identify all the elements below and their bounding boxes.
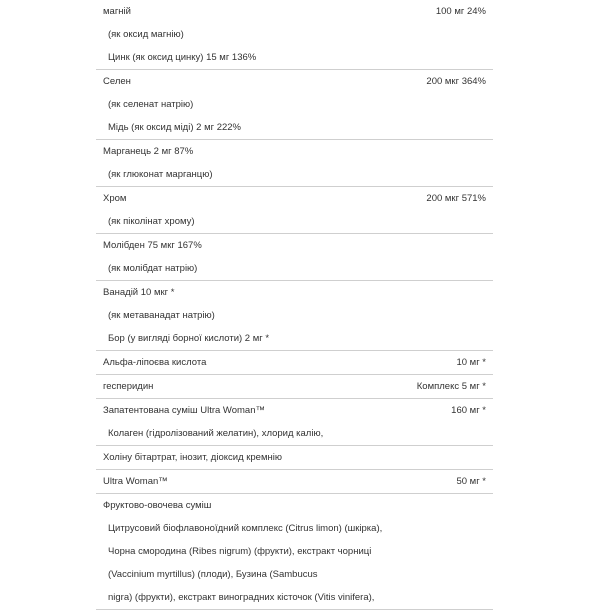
table-row (96, 187, 493, 234)
row-line (96, 494, 493, 517)
row-line (96, 563, 493, 586)
row-line (96, 93, 493, 116)
row-line (96, 470, 493, 493)
row-line (96, 140, 493, 163)
ingredient-label: nigra) (фрукти), екстракт виноградних кісточок (Vitis vinifera), (108, 592, 375, 603)
ingredient-label: Молібден 75 мкг 167% (103, 240, 202, 251)
row-line (96, 351, 493, 374)
row-line (96, 187, 493, 210)
table-row (96, 375, 493, 399)
ingredient-label: Фруктово-овочева суміш (103, 500, 212, 511)
ingredient-label: Цитрусовий біофлавоноїдний комплекс (Citrus limon) (шкірка), (108, 523, 383, 534)
ingredient-label: магній (103, 6, 131, 17)
row-line (96, 375, 493, 398)
ingredient-label: Хром (103, 193, 127, 204)
ingredient-label: Холіну бітартрат, інозит, діоксид кремнію (103, 452, 282, 463)
amount-value: Комплекс 5 мг * (416, 381, 486, 392)
ingredient-label: Бор (у вигляді борної кислоти) 2 мг * (108, 333, 270, 344)
row-line (96, 70, 493, 93)
ingredient-label: (як піколінат хрому) (108, 216, 195, 227)
supplement-facts-table (96, 0, 493, 610)
row-line (96, 0, 493, 23)
row-line (96, 257, 493, 280)
table-row (96, 281, 493, 351)
ingredient-label: Чорна смородина (Ribes nigrum) (фрукти), екстракт чорниці (108, 546, 372, 557)
row-line (96, 517, 493, 540)
ingredient-label: Альфа-ліпоєва кислота (103, 357, 207, 368)
row-line (96, 234, 493, 257)
row-line (96, 210, 493, 233)
ingredient-label: Мідь (як оксид міді) 2 мг 222% (108, 122, 241, 133)
row-line (96, 23, 493, 46)
ingredient-label: (Vaccinium myrtillus) (плоди), Бузина (Sambucus (108, 569, 318, 580)
row-line (96, 281, 493, 304)
table-row (96, 140, 493, 187)
row-line (96, 422, 493, 445)
amount-value: 160 мг * (451, 405, 486, 416)
ingredient-label: Запатентована суміш Ultra Woman™ (103, 405, 265, 416)
ingredient-label: (як молібдат натрію) (108, 263, 198, 274)
ingredient-label: (як селенат натрію) (108, 99, 194, 110)
row-line (96, 327, 493, 350)
table-row (96, 470, 493, 494)
ingredient-label: Ванадій 10 мкг * (103, 287, 175, 298)
ingredient-label: Цинк (як оксид цинку) 15 мг 136% (108, 52, 257, 63)
row-line (96, 586, 493, 609)
table-row (96, 0, 493, 70)
ingredient-label: Колаген (гідролізований желатин), хлорид калію, (108, 428, 324, 439)
ingredient-label: (як глюконат марганцю) (108, 169, 213, 180)
ingredient-label: Ultra Woman™ (103, 476, 168, 487)
ingredient-label: (як оксид магнію) (108, 29, 184, 40)
amount-value: 100 мг 24% (435, 6, 486, 17)
table-row (96, 234, 493, 281)
row-line (96, 116, 493, 139)
amount-value: 200 мкг 571% (426, 193, 486, 204)
amount-value: 50 мг * (456, 476, 486, 487)
table-row (96, 70, 493, 140)
ingredient-label: (як метаванадат натрію) (108, 310, 215, 321)
table-row (96, 351, 493, 375)
row-line (96, 46, 493, 69)
ingredient-label: гесперидин (103, 381, 154, 392)
row-line (96, 446, 493, 469)
ingredient-label: Марганець 2 мг 87% (103, 146, 194, 157)
row-line (96, 163, 493, 186)
row-line (96, 304, 493, 327)
table-row (96, 399, 493, 446)
ingredient-label: Селен (103, 76, 131, 87)
table-row (96, 494, 493, 610)
amount-value: 10 мг * (456, 357, 486, 368)
row-line (96, 399, 493, 422)
table-row (96, 446, 493, 470)
amount-value: 200 мкг 364% (426, 76, 486, 87)
row-line (96, 540, 493, 563)
